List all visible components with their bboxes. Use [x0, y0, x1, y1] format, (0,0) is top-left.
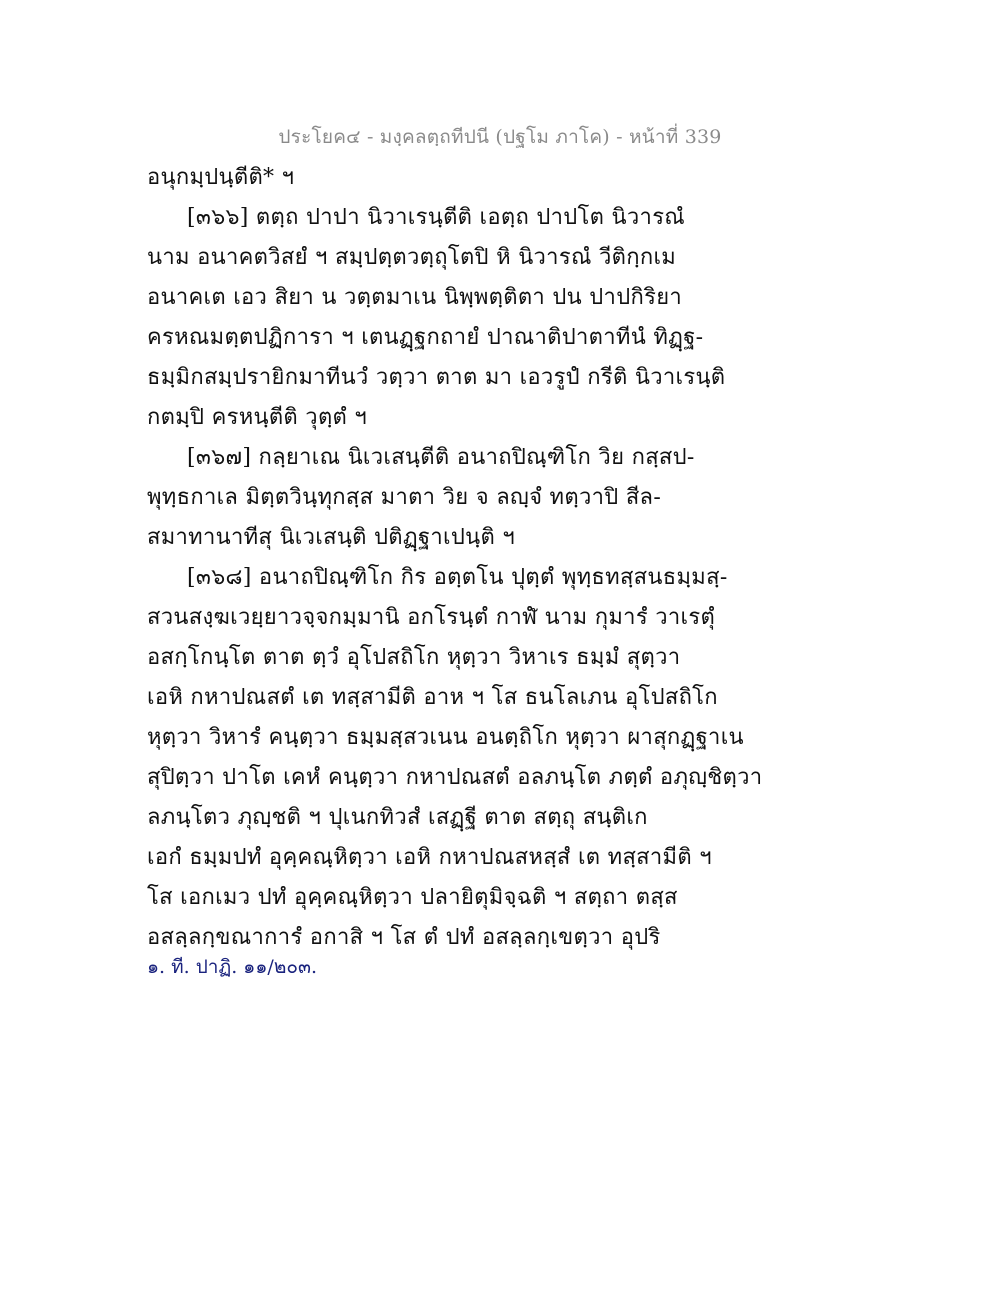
- text-line: กตมฺปิ ครหนฺตีติ วุตฺตํ ฯ: [147, 405, 368, 430]
- text-line: อสกฺโกนฺโต ตาต ตฺวํ อุโปสถิโก หุตฺวา วิหาเร ธมฺมํ สุตฺวา: [147, 645, 681, 670]
- body-text: [147, 158, 763, 958]
- text-line: สุปิตฺวา ปาโต เคหํ คนฺตฺวา กหาปณสตํ อลภนฺโต ภตฺตํ อภุญฺชิตฺวา: [147, 765, 763, 790]
- paragraph-366-start: [๓๖๖] ตตฺถ ปาปา นิวาเรนฺตีติ เอตฺถ ปาปโต นิวารณํ: [187, 205, 686, 230]
- text-line: ครหณมตฺตปฏิการา ฯ เตนฏฺฐกถายํ ปาณาติปาตาทีนํ ทิฏฺฐ-: [147, 325, 704, 350]
- paragraph-368-start: [๓๖๘] อนาถปิณฺฑิโก กิร อตฺตโน ปุตฺตํ พุทฺธทสฺสนธมฺมสฺ-: [187, 565, 728, 590]
- footnote: ๑. ที. ปาฏิ. ๑๑/๒๐๓.: [147, 956, 317, 978]
- text-line: เอกํ ธมฺมปทํ อุคฺคณฺหิตฺวา เอหิ กหาปณสหสฺสํ เต ทสฺสามีติ ฯ: [147, 845, 712, 870]
- text-line: นาม อนาคตวิสยํ ฯ สมฺปตฺตวตฺถุโตปิ หิ นิวารณํ วีติกฺกเม: [147, 245, 677, 270]
- paragraph-367-start: [๓๖๗] กลฺยาเณ นิเวเสนฺตีติ อนาถปิณฺฑิโก วิย กสฺสป-: [187, 445, 695, 470]
- text-line: อนุกมฺปนฺตีติ* ฯ: [147, 165, 295, 190]
- text-line: โส เอกเมว ปทํ อุคฺคณฺหิตฺวา ปลายิตุมิจฺฉติ ฯ สตฺถา ตสฺส: [147, 885, 678, 910]
- text-line: อนาคเต เอว สิยา น วตฺตมาเน นิพฺพตฺติตา ปน ปาปกิริยา: [147, 285, 683, 310]
- text-line: ลภนฺโตว ภุญฺชติ ฯ ปุเนกทิวสํ เสฏฺฐี ตาต สตฺถุ สนฺติเก: [147, 805, 648, 830]
- text-line: พุทฺธกาเล มิตฺตวินฺทุกสฺส มาตา วิย จ ลญฺจํ ทตฺวาปิ สีล-: [147, 485, 662, 510]
- text-line: สมาทานาทีสุ นิเวเสนฺติ ปติฏฺฐาเปนฺติ ฯ: [147, 525, 516, 550]
- text-line: หุตฺวา วิหารํ คนฺตฺวา ธมฺมสฺสวเนน อนตฺถิโก หุตฺวา ผาสุกฏฺฐาเน: [147, 725, 744, 750]
- page-header: ประโยค๔ - มงฺคลตฺถทีปนี (ปฐโม ภาโค) - หน้าที่ 339: [278, 126, 722, 148]
- text-line: สวนสงฺฆเวยฺยาวจฺจกมฺมานิ อกโรนฺตํ กาฬํ นาม กุมารํ วาเรตุํ: [147, 605, 716, 630]
- text-line: ธมฺมิกสมฺปรายิกมาทีนวํ วตฺวา ตาต มา เอวรูปํ กรีติ นิวาเรนฺติ: [147, 365, 726, 390]
- text-line: อสลฺลกฺขณาการํ อกาสิ ฯ โส ตํ ปทํ อสลฺลกฺเขตฺวา อุปริ: [147, 925, 661, 950]
- text-line: เอหิ กหาปณสตํ เต ทสฺสามีติ อาห ฯ โส ธนโลเภน อุโปสถิโก: [147, 685, 718, 710]
